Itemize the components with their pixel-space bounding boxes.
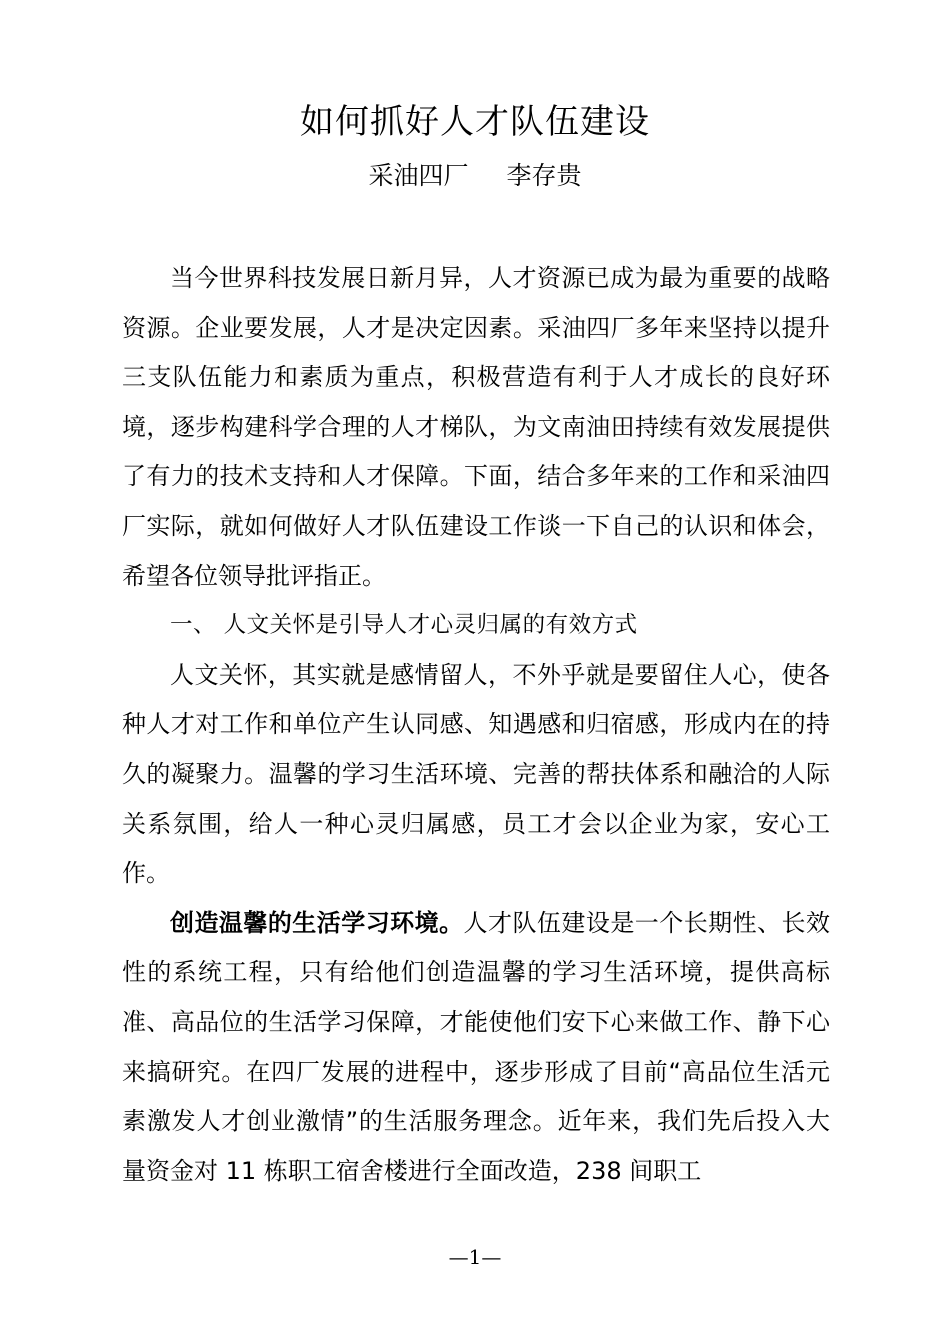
subsection-text: 人才队伍建设是一个长期性、长效性的系统工程，只有给他们创造温馨的学习生活环境，提供高标准、高品位的生活学习保障，才能使他们安下心来做工作、静下心来搞研究。在四厂发展的进程中，逐步形成了目前“高品位生活元素激发人才创业激情”的生活服务理念。近年来，我们先后投入大量资金对 11 栋职工宿舍楼进行全面改造，238 间职工 <box>122 908 831 1185</box>
subsection-paragraph <box>122 899 830 1197</box>
section-paragraph: 人文关怀，其实就是感情留人，不外乎就是要留住人心，使各种人才对工作和单位产生认同感、知遇感和归宿感，形成内在的持久的凝聚力。温馨的学习生活环境、完善的帮扶体系和融洽的人际关系氛围，给人一种心灵归属感，员工才会以企业为家，安心工作。 <box>122 660 830 888</box>
intro-paragraph: 当今世界科技发展日新月异，人才资源已成为最为重要的战略资源。企业要发展，人才是决定因素。采油四厂多年来坚持以提升三支队伍能力和素质为重点，积极营造有利于人才成长的良好环境，逐步构建科学合理的人才梯队，为文南油田持续有效发展提供了有力的技术支持和人才保障。下面，结合多年来的工作和采油四厂实际，就如何做好人才队伍建设工作谈一下自己的认识和体会，希望各位领导批评指正。 <box>122 264 830 590</box>
document-title: 如何抓好人才队伍建设 <box>300 102 650 142</box>
document-body <box>122 254 830 1196</box>
section-heading: 一、 人文关怀是引导人才心灵归属的有效方式 <box>170 612 638 639</box>
author-name: 李存贵 <box>506 161 582 190</box>
author-organization: 采油四厂 <box>368 161 469 190</box>
subsection-lead: 创造温馨的生活学习环境。 <box>170 908 464 937</box>
page-number: —1— <box>448 1245 502 1269</box>
byline <box>0 156 950 196</box>
